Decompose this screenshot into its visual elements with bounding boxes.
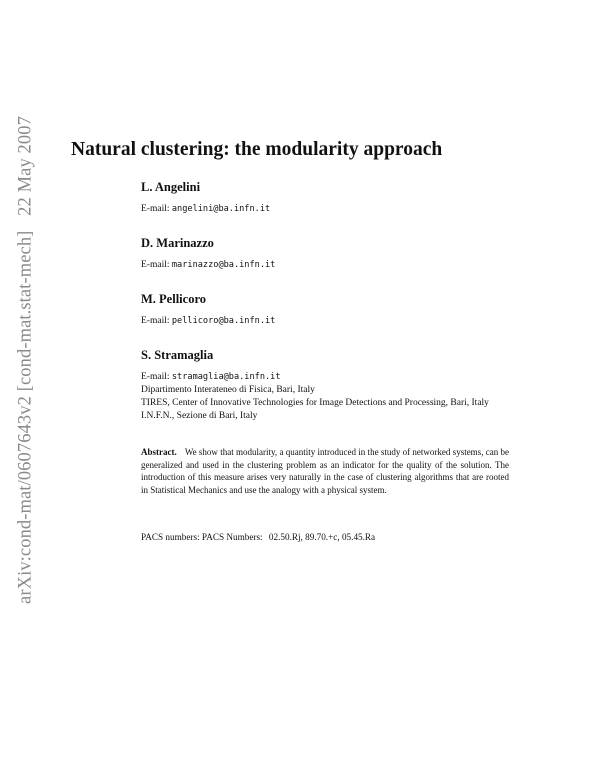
abstract bbox=[141, 446, 509, 496]
author-name: D. Marinazzo bbox=[141, 236, 214, 250]
author-name: L. Angelini bbox=[141, 180, 201, 194]
email-prefix: E-mail: bbox=[141, 204, 170, 214]
arxiv-category: [cond-mat.stat-mech] bbox=[15, 230, 36, 392]
paper-title: Natural clustering: the modularity approach bbox=[71, 139, 443, 160]
author-block bbox=[141, 292, 509, 328]
pacs-values: 02.50.Rj, 89.70.+c, 05.45.Ra bbox=[268, 532, 376, 543]
email-prefix: E-mail: bbox=[141, 372, 170, 382]
author-block bbox=[141, 180, 509, 216]
arxiv-id: arXiv:cond-mat/0607643v2 bbox=[15, 396, 36, 604]
arxiv-date: 22 May 2007 bbox=[15, 116, 36, 216]
abstract-label: Abstract. bbox=[141, 447, 177, 457]
author-name: M. Pellicoro bbox=[141, 292, 207, 306]
paper-front-matter bbox=[141, 180, 509, 544]
abstract-text: We show that modularity, a quantity introduced in the study of networked systems, can be generalized and used in the clustering problem as an indicator for the quality of the solution. The introduction of this measure arises very naturally in the case of clustering algorithms that are rooted in Statistical Mechanics and use the analogy with a physical system. bbox=[141, 447, 509, 495]
pacs-numbers bbox=[141, 531, 509, 544]
email-prefix: E-mail: bbox=[141, 260, 170, 270]
author-block bbox=[141, 236, 509, 272]
pacs-label: PACS numbers: PACS Numbers: bbox=[141, 532, 263, 543]
author-email[interactable]: angelini@ba.infn.it bbox=[171, 204, 271, 214]
affiliation: I.N.F.N., Sezione di Bari, Italy bbox=[141, 411, 258, 421]
author-email[interactable]: stramaglia@ba.infn.it bbox=[171, 372, 281, 382]
author-email[interactable]: pellicoro@ba.infn.it bbox=[171, 316, 276, 326]
author-email-line bbox=[141, 259, 509, 272]
affiliation: TIRES, Center of Innovative Technologies for Image Detections and Processing, Bari, Italy bbox=[141, 398, 489, 408]
author-email[interactable]: marinazzo@ba.infn.it bbox=[171, 260, 276, 270]
affiliation: Dipartimento Interateneo di Fisica, Bari, Italy bbox=[141, 385, 315, 395]
author-block bbox=[141, 348, 509, 423]
affiliation-block bbox=[141, 371, 509, 423]
author-email-line bbox=[141, 203, 509, 216]
email-prefix: E-mail: bbox=[141, 316, 170, 326]
author-email-line bbox=[141, 315, 509, 328]
arxiv-stamp bbox=[16, 116, 37, 604]
author-email-line bbox=[141, 371, 509, 384]
author-name: S. Stramaglia bbox=[141, 348, 214, 362]
